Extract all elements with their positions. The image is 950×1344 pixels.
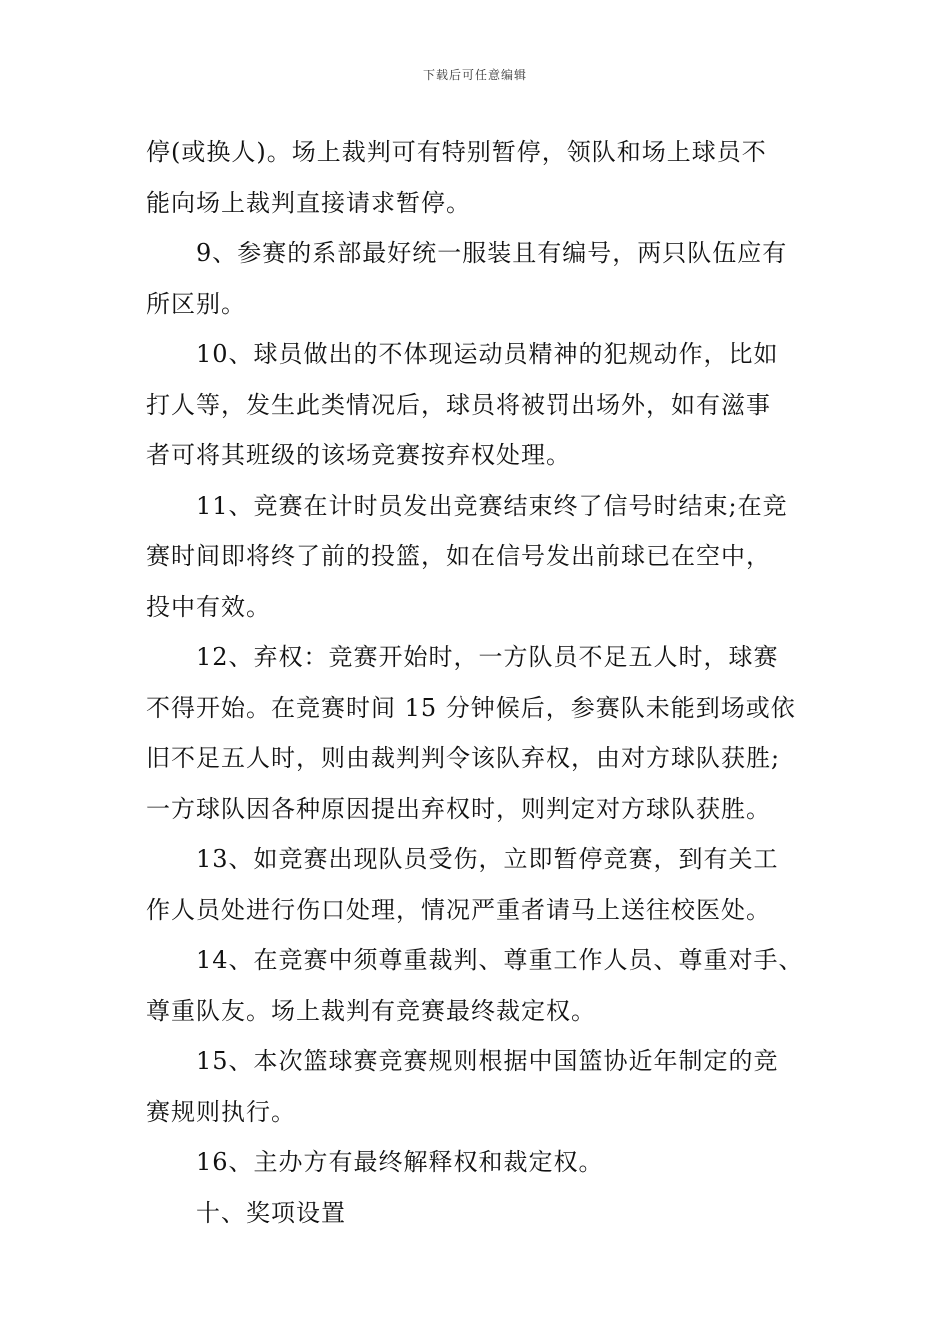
text-line: 14、在竞赛中须尊重裁判、尊重工作人员、尊重对手、: [196, 946, 804, 974]
section-heading: 十、奖项设置: [196, 1198, 346, 1227]
document-body: [146, 127, 808, 1238]
text-line: 能向场上裁判直接请求暂停。: [146, 188, 471, 217]
text-line: 所区别。: [146, 289, 246, 318]
text-line: 者可将其班级的该场竞赛按弃权处理。: [146, 441, 571, 469]
text-line: 10、球员做出的不体现运动员精神的犯规动作，比如: [196, 340, 779, 368]
text-line: 12、弃权：竞赛开始时，一方队员不足五人时，球赛: [196, 643, 779, 671]
text-line: 作人员处进行伤口处理，情况严重者请马上送往校医处。: [146, 895, 771, 924]
text-line: 赛规则执行。: [146, 1097, 296, 1126]
text-line: 一方球队因各种原因提出弃权时，则判定对方球队获胜。: [146, 794, 771, 823]
header-note: 下载后可任意编辑: [422, 68, 527, 82]
text-line: 11、竞赛在计时员发出竞赛结束终了信号时结束;在竞: [196, 491, 788, 520]
text-line: 投中有效。: [146, 592, 271, 621]
text-line: 9、参赛的系部最好统一服装且有编号，两只队伍应有: [196, 239, 788, 267]
text-line: 旧不足五人时，则由裁判判令该队弃权，由对方球队获胜;: [146, 744, 781, 772]
text-line: 赛时间即将终了前的投篮，如在信号发出前球已在空中，: [146, 542, 771, 570]
text-line: 停(或换人)。场上裁判可有特别暂停，领队和场上球员不: [146, 138, 767, 166]
text-line: 15、本次篮球赛竞赛规则根据中国篮协近年制定的竞: [196, 1047, 779, 1075]
text-line: 13、如竞赛出现队员受伤，立即暂停竞赛，到有关工: [196, 845, 779, 873]
text-line: 不得开始。在竞赛时间 15 分钟候后，参赛队未能到场或依: [146, 693, 796, 722]
text-line: 尊重队友。场上裁判有竞赛最终裁定权。: [146, 996, 596, 1025]
text-line: 打人等，发生此类情况后，球员将被罚出场外，如有滋事: [146, 390, 771, 419]
text-line: 16、主办方有最终解释权和裁定权。: [196, 1148, 604, 1176]
